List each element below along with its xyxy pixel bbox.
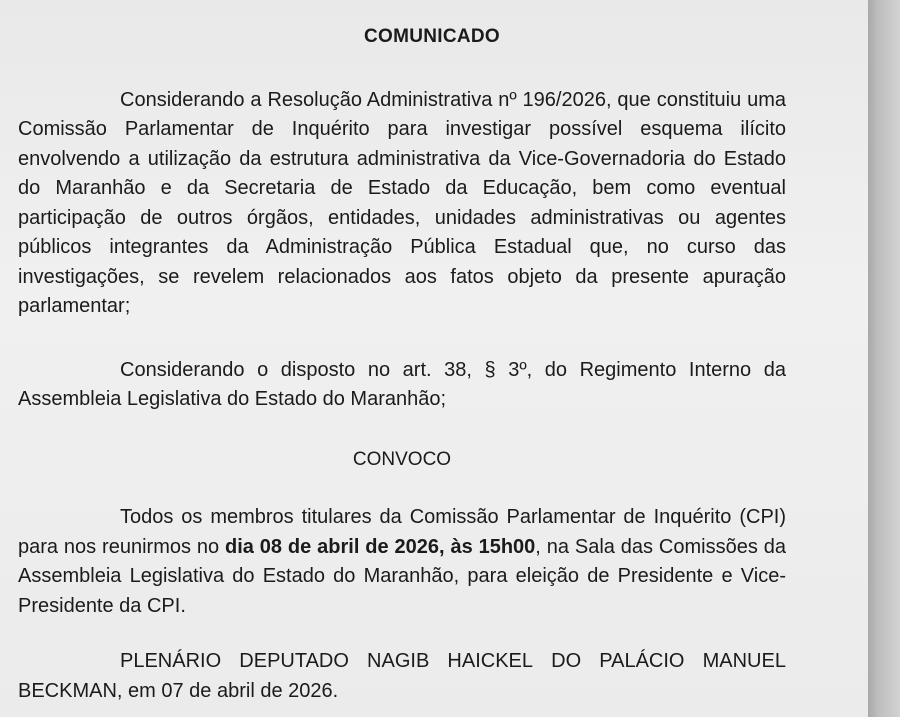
closing-line-2: BECKMAN, em 07 de abril de 2026. [18, 679, 339, 702]
paragraph-resolution: Considerando a Resolução Administrativa nº 196/2026, que constituiu uma Comissão Parlamentar de Inquérito para investigar possível esquema ilícito envolvendo a utilização da estrutura administrativa da Vice-Governadoria do Estado do Maranhão e da Secretaria de Estado da Educação, bem como eventual participação de outros órgãos, entidades, unidades administrativas ou agentes públicos integrantes da Administração Pública Estadual que, no curso das investigações, se revelem relacionados aos fatos objeto da presente apuração parlamentar; [18, 88, 786, 317]
convocation-text-end: , na Sala das Comissões da Assembleia Legislativa do Estado do Maranhão, para eleição de Presidente e Vice-Presidente da CPI. [18, 535, 786, 617]
paragraph-convocation [18, 503, 786, 621]
closing-word: PLENÁRIO [120, 650, 222, 672]
closing-word: HAICKEL [447, 650, 534, 672]
closing-word: DEPUTADO [239, 650, 349, 672]
convocation-text-start: Todos os membros titulares da Comissão Parlamentar de Inquérito (CPI) para nos reunirmos no [18, 506, 786, 558]
closing-word: DO [551, 650, 582, 672]
convocation-date: dia 08 de abril de 2026, às 15h00 [225, 535, 536, 558]
convoco-heading: CONVOCO [352, 448, 452, 470]
closing-word: PALÁCIO [599, 650, 685, 672]
closing-signature-block [18, 647, 786, 706]
paragraph-regimento: Considerando o disposto no art. 38, § 3º, do Regimento Interno da Assembleia Legislativa do Estado do Maranhão; [18, 358, 786, 410]
document-body [18, 22, 786, 706]
closing-word: NAGIB [367, 650, 430, 672]
document-title: COMUNICADO [364, 26, 500, 47]
closing-word: MANUEL [702, 650, 786, 672]
closing-line-1 [18, 647, 786, 677]
page-edge-shadow [868, 0, 900, 717]
